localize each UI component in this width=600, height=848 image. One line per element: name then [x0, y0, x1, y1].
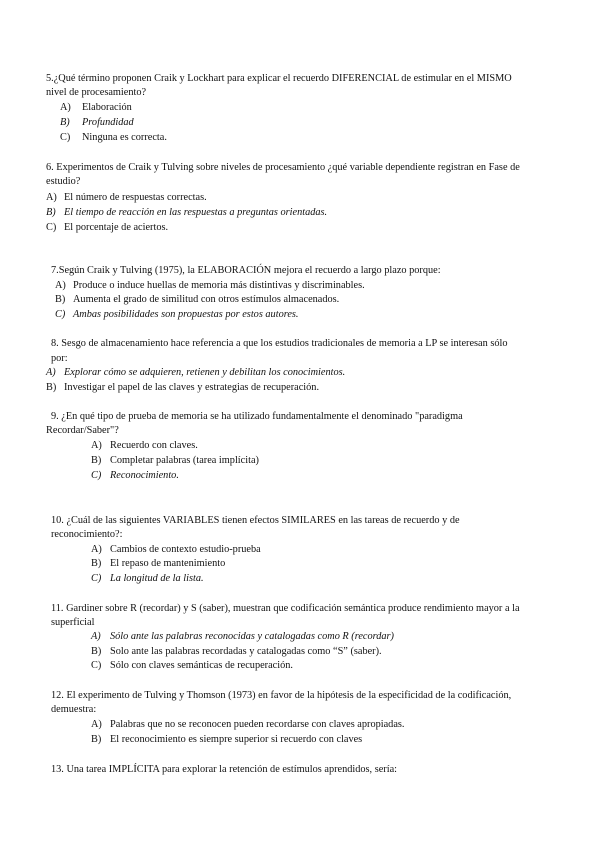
question-8-stem-line-2: por:: [51, 353, 68, 364]
question-9-option-a: [91, 439, 198, 453]
option-letter: A): [55, 280, 66, 291]
option-text: Completar palabras (tarea implícita): [110, 455, 259, 466]
option-text: Profundidad: [82, 117, 134, 128]
option-letter: B): [91, 734, 102, 745]
question-11-option-a: [91, 630, 394, 644]
question-12-stem-line-1: 12. El experimento de Tulving y Thomson (1973) en favor de la hipótesis de la especificidad de la codificación,: [51, 690, 512, 701]
option-text: Ninguna es correcta.: [82, 132, 167, 143]
option-letter: A): [91, 719, 102, 730]
option-text: El repaso de mantenimiento: [110, 558, 226, 569]
question-6-stem-line-1: 6. Experimentos de Craik y Tulving sobre niveles de procesamiento ¿qué variable dependiente registran en Fase de: [46, 162, 520, 173]
question-6-option-c: [46, 221, 168, 235]
question-10-stem-line-2: reconocimiento?:: [51, 529, 123, 540]
option-letter: B): [55, 294, 66, 305]
question-7-option-c: [55, 308, 299, 322]
option-text: Solo ante las palabras recordadas y catalogadas como “S” (saber).: [110, 646, 382, 657]
option-text: Cambios de contexto estudio-prueba: [110, 544, 261, 555]
question-11-stem-line-2: superficial: [51, 617, 95, 628]
question-7-option-b: [55, 293, 339, 307]
option-letter: A): [60, 102, 71, 113]
question-6-stem-line-2: estudio?: [46, 176, 81, 187]
question-6-option-a: [46, 191, 207, 205]
option-text: El reconocimiento es siempre superior si recuerdo con claves: [110, 734, 363, 745]
question-9-option-c: [91, 469, 179, 483]
option-text: Reconocimiento.: [110, 470, 179, 481]
option-text: Aumenta el grado de similitud con otros estímulos almacenados.: [73, 294, 340, 305]
question-6-option-b: [46, 206, 327, 220]
option-letter: B): [46, 382, 57, 393]
option-text: Recuerdo con claves.: [110, 440, 198, 451]
question-11-stem-line-1: 11. Gardiner sobre R (recordar) y S (saber), muestran que codificación semántica produce rendimiento mayor a la: [51, 603, 520, 614]
question-5-stem-line-2: nivel de procesamiento?: [46, 87, 147, 98]
question-9-option-b: [91, 454, 259, 468]
question-8-stem-line-1: 8. Sesgo de almacenamiento hace referencia a que los estudios tradicionales de memoria a LP se interesan sólo: [51, 338, 508, 349]
option-text: El porcentaje de aciertos.: [64, 222, 169, 233]
option-text: Sólo ante las palabras reconocidas y catalogadas como R (recordar): [110, 631, 394, 642]
question-10-option-a: [91, 543, 261, 557]
question-7-stem-line-1: 7.Según Craik y Tulving (1975), la ELABORACIÓN mejora el recuerdo a largo plazo porque:: [51, 265, 441, 276]
option-letter: C): [91, 470, 102, 481]
question-10-option-c: [91, 572, 204, 586]
question-5-stem-line-1: 5.¿Qué término proponen Craik y Lockhart para explicar el recuerdo DIFERENCIAL de estimular en el MISMO: [46, 73, 512, 84]
question-13-stem-line-1: 13. Una tarea IMPLÍCITA para explorar la retención de estímulos aprendidos, sería:: [51, 764, 398, 775]
option-text: Sólo con claves semánticas de recuperación.: [110, 660, 293, 671]
option-letter: B): [91, 558, 102, 569]
option-text: Investigar el papel de las claves y estrategias de recuperación.: [64, 382, 320, 393]
question-7-option-a: [55, 279, 365, 293]
question-10-option-b: [91, 557, 225, 571]
question-11-option-c: [91, 659, 293, 673]
question-12-stem-line-2: demuestra:: [51, 704, 97, 715]
question-8-option-a: [46, 366, 345, 380]
option-letter: C): [91, 660, 102, 671]
question-9-stem-line-1: 9. ¿En qué tipo de prueba de memoria se ha utilizado fundamentalmente el denominado "paradigma: [51, 411, 463, 422]
option-letter: B): [46, 207, 56, 218]
question-12-option-b: [91, 733, 362, 747]
option-text: El número de respuestas correctas.: [64, 192, 207, 203]
option-letter: A): [91, 631, 101, 642]
option-text: Ambas posibilidades son propuestas por estos autores.: [73, 309, 299, 320]
question-5-option-c: [60, 131, 167, 145]
option-letter: B): [91, 455, 102, 466]
option-letter: A): [46, 192, 57, 203]
option-text: La longitud de la lista.: [110, 573, 204, 584]
question-5-option-b: [60, 116, 134, 130]
option-text: El tiempo de reacción en las respuestas a preguntas orientadas.: [64, 207, 328, 218]
question-9-stem-line-2: Recordar/Saber"?: [46, 425, 119, 436]
option-text: Palabras que no se reconocen pueden recordarse con claves apropiadas.: [110, 719, 405, 730]
option-text: Produce o induce huellas de memoria más distintivas y discriminables.: [73, 280, 365, 291]
question-5-option-a: [60, 101, 132, 115]
option-letter: C): [60, 132, 71, 143]
option-letter: A): [91, 440, 102, 451]
option-text: Explorar cómo se adquieren, retienen y debilitan los conocimientos.: [64, 367, 346, 378]
option-letter: C): [91, 573, 102, 584]
option-text: Elaboración: [82, 102, 132, 113]
question-11-option-b: [91, 645, 382, 659]
option-letter: B): [60, 117, 70, 128]
question-10-stem-line-1: 10. ¿Cuál de las siguientes VARIABLES tienen efectos SIMILARES en las tareas de recuerdo y de: [51, 515, 460, 526]
question-12-option-a: [91, 718, 404, 732]
option-letter: A): [46, 367, 56, 378]
option-letter: B): [91, 646, 102, 657]
option-letter: A): [91, 544, 102, 555]
option-letter: C): [55, 309, 66, 320]
question-8-option-b: [46, 381, 319, 395]
option-letter: C): [46, 222, 57, 233]
